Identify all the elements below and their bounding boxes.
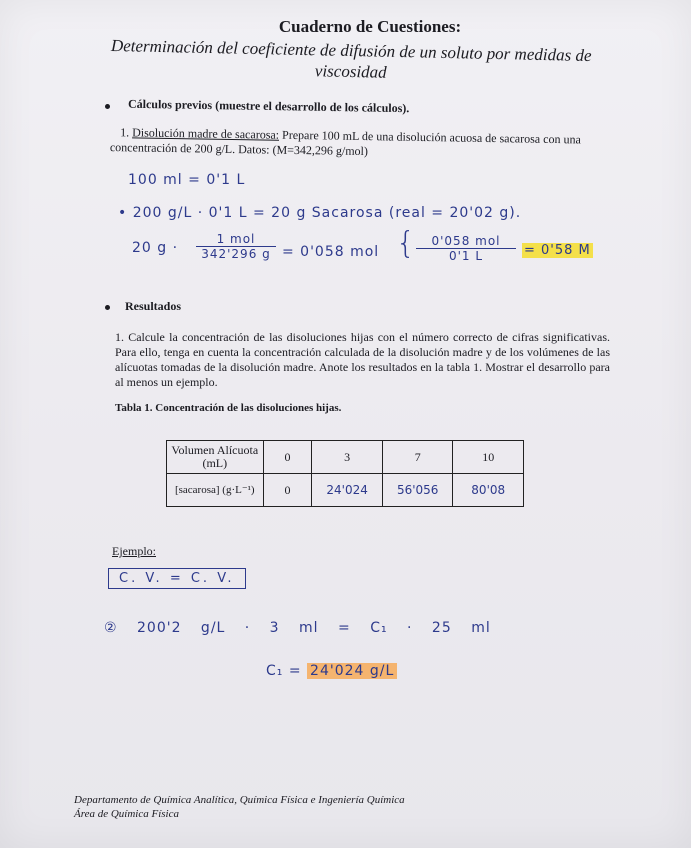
fraction-mol-per-g: 1 mol 342'296 g bbox=[196, 232, 276, 261]
example-label: Ejemplo: bbox=[112, 544, 156, 558]
footer-department: Departamento de Química Analítica, Química Física e Ingeniería Química bbox=[74, 794, 405, 806]
molarity-result: = 0'58 M bbox=[524, 243, 591, 258]
handwriting-line2: • 200 g/L · 0'1 L = 20 g Sacarosa (real = 20'02 g). bbox=[118, 205, 522, 221]
table-cell: 10 bbox=[453, 441, 524, 474]
brace-icon: { bbox=[396, 226, 417, 261]
table-caption: Tabla 1. Concentración de las disoluciones hijas. bbox=[115, 402, 342, 414]
disolucion-madre-text: 1. Disolución madre de sacarosa: Prepare 100 mL de una disolución acuosa de sacarosa con una concentración de 200 g/L. Datos: (M=342,296 g/mol) bbox=[109, 125, 581, 159]
table-row-header: [sacarosa] (g·L⁻¹) bbox=[167, 474, 264, 507]
bullet-icon bbox=[105, 104, 110, 109]
table-row-header: Volumen Alícuota (mL) bbox=[167, 441, 264, 474]
table-cell: 3 bbox=[312, 441, 383, 474]
concentration-table bbox=[166, 440, 524, 507]
handwriting-line3-start: 20 g · bbox=[132, 240, 179, 256]
handwriting-line1: 100 ml = 0'1 L bbox=[128, 172, 246, 188]
calculos-heading: Cálculos previos (muestre el desarrollo de los cálculos). bbox=[127, 96, 410, 116]
document-title: Cuaderno de Cuestiones: bbox=[278, 17, 462, 36]
resultados-paragraph: 1. Calcule la concentración de las disoluciones hijas con el número correcto de cifras significativas. Para ello, tenga en cuenta la concentración calculada de la disolución madre y de los volúmenes de las alícuotas tomadas de la disolución madre. Anote los resultados en la tabla 1. Mostrar el desarrollo para al menos un ejemplo. bbox=[115, 330, 610, 389]
table-cell: 0 bbox=[263, 441, 312, 474]
bullet-icon bbox=[105, 305, 110, 310]
table-cell: 80'08 bbox=[453, 474, 524, 507]
table-cell: 7 bbox=[382, 441, 453, 474]
table-row bbox=[167, 474, 524, 507]
fraction-molarity: 0'058 mol 0'1 L bbox=[416, 234, 516, 263]
table-row bbox=[167, 441, 524, 474]
example-formula-box: C. V. = C. V. bbox=[108, 568, 246, 589]
table-cell: 0 bbox=[263, 474, 312, 507]
footer-area: Área de Química Física bbox=[74, 808, 179, 820]
example-line2: C₁ = 24'024 g/L bbox=[266, 663, 397, 679]
example-line1: ② 200'2 g/L · 3 ml = C₁ · 25 ml bbox=[104, 620, 491, 636]
handwriting-moles: = 0'058 mol bbox=[282, 244, 380, 260]
resultados-heading: Resultados bbox=[125, 299, 182, 313]
document-subtitle: Determinación del coeficiente de difusión de un soluto por medidas de viscosidad bbox=[110, 35, 592, 82]
table-cell: 56'056 bbox=[382, 474, 453, 507]
table-cell: 24'024 bbox=[312, 474, 383, 507]
